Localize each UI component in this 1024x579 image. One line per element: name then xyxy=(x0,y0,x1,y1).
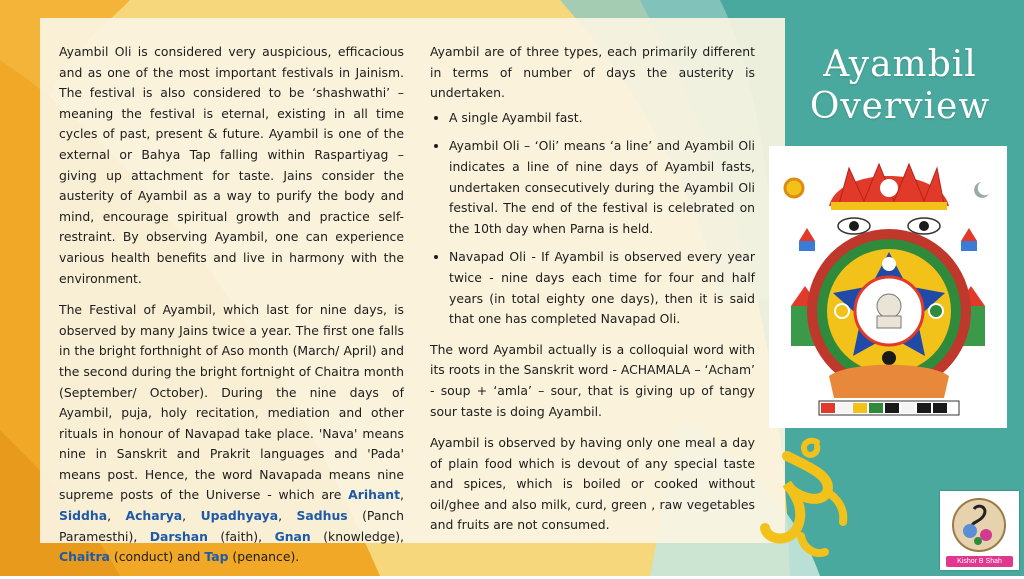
navpad-yantra-image xyxy=(769,146,1007,428)
meal-paragraph: Ayambil is observed by having only one meal a day of plain food which is devout of any special taste and spices, which is boiled or cooked without oil/ghee and also milk, curd, green , raw vegetables and fruits are not consumed. xyxy=(430,435,755,533)
term-arihant: Arihant xyxy=(348,487,401,503)
title-line-2: Overview xyxy=(809,86,991,127)
term-note: (faith), xyxy=(207,528,275,544)
logo-caption: Kishor B Shah xyxy=(946,556,1013,567)
left-text-column xyxy=(59,42,404,579)
title-line-1: Ayambil xyxy=(823,44,977,85)
separator: , xyxy=(182,508,201,524)
term-note: (penance). xyxy=(228,549,300,565)
separator: , xyxy=(278,508,297,524)
term-siddha: Siddha xyxy=(59,508,108,524)
term-sadhus: Sadhus xyxy=(296,508,348,524)
term-gnan: Gnan xyxy=(274,528,311,544)
list-item: • A single Ayambil fast. xyxy=(449,108,755,129)
types-intro: Ayambil are of three types, each primarily different in terms of number of days the austerity is undertaken. xyxy=(430,44,755,101)
list-item: • Ayambil Oli – ‘Oli’ means ‘a line’ and Ayambil Oli indicates a line of nine days of Ayambil fasts, undertaken consecutively during the Ayambil Oli festival. The end of the festival is celebrated on the 10th day when Parna is held. xyxy=(449,136,755,239)
term-upadhyaya: Upadhyaya xyxy=(200,508,279,524)
right-text-column xyxy=(430,42,755,547)
term-chaitra: Chaitra xyxy=(59,549,110,565)
etymology-paragraph: The word Ayambil actually is a colloquial word with its roots in the Sanskrit word - ACHAMALA – ‘Acham’ - soup + ‘amla’ – sour, that is giving up of tangy sour taste is doing Ayambil. xyxy=(430,341,755,419)
types-list xyxy=(430,108,755,330)
term-acharya: Acharya xyxy=(125,508,183,524)
festival-paragraph xyxy=(59,300,404,568)
list-item: • Navapad Oli - If Ayambil is observed every year twice - nine days each time for four and half years (in total eighty one days), then it is said that one has completed Navapad Oli. xyxy=(449,247,755,329)
term-note: (conduct) and xyxy=(109,549,205,565)
term-note: (knowledge), xyxy=(310,528,404,544)
jain-om-symbol xyxy=(757,436,853,564)
author-logo xyxy=(940,491,1019,570)
term-darshan: Darshan xyxy=(149,528,208,544)
festival-text: The Festival of Ayambil, which last for nine days, is observed by many Jains twice a year. The first one falls in the bright forthnight of Aso month (March/ April) and the second during the bright fortnight of Chaitra month (September/ October). During the nine days of Ayambil, puja, holy recitation, mediation and other rituals in honour of Navapad take place. 'Nava' means nine in Sanskrit and Prakrit languages and 'Pada' means post. Hence, the word Navapada means nine supreme posts of the Universe - which are xyxy=(59,302,404,503)
yantra-drawing xyxy=(769,146,1007,428)
separator: , xyxy=(107,508,126,524)
intro-paragraph: Ayambil Oli is considered very auspicious, efficacious and as one of the most important festivals in Jainism. The festival is also considered to be ‘shashwathi’ – meaning the festival is eternal, existing in all time cycles of past, present & future. Ayambil is one of the external or Bahya Tap falling within Raspartiyag – giving up attachment for taste. Jains consider the austerity of Ayambil as a way to purify the body and mind, encourage spiritual growth and practice self-restraint. By observing Ayambil, one can experience various health benefits and live in harmony with the environment. xyxy=(59,44,404,286)
separator: , xyxy=(400,487,404,503)
term-tap: Tap xyxy=(204,549,229,565)
page-title xyxy=(790,44,1010,128)
term-note: (Panch Paramesthi), xyxy=(59,508,404,544)
